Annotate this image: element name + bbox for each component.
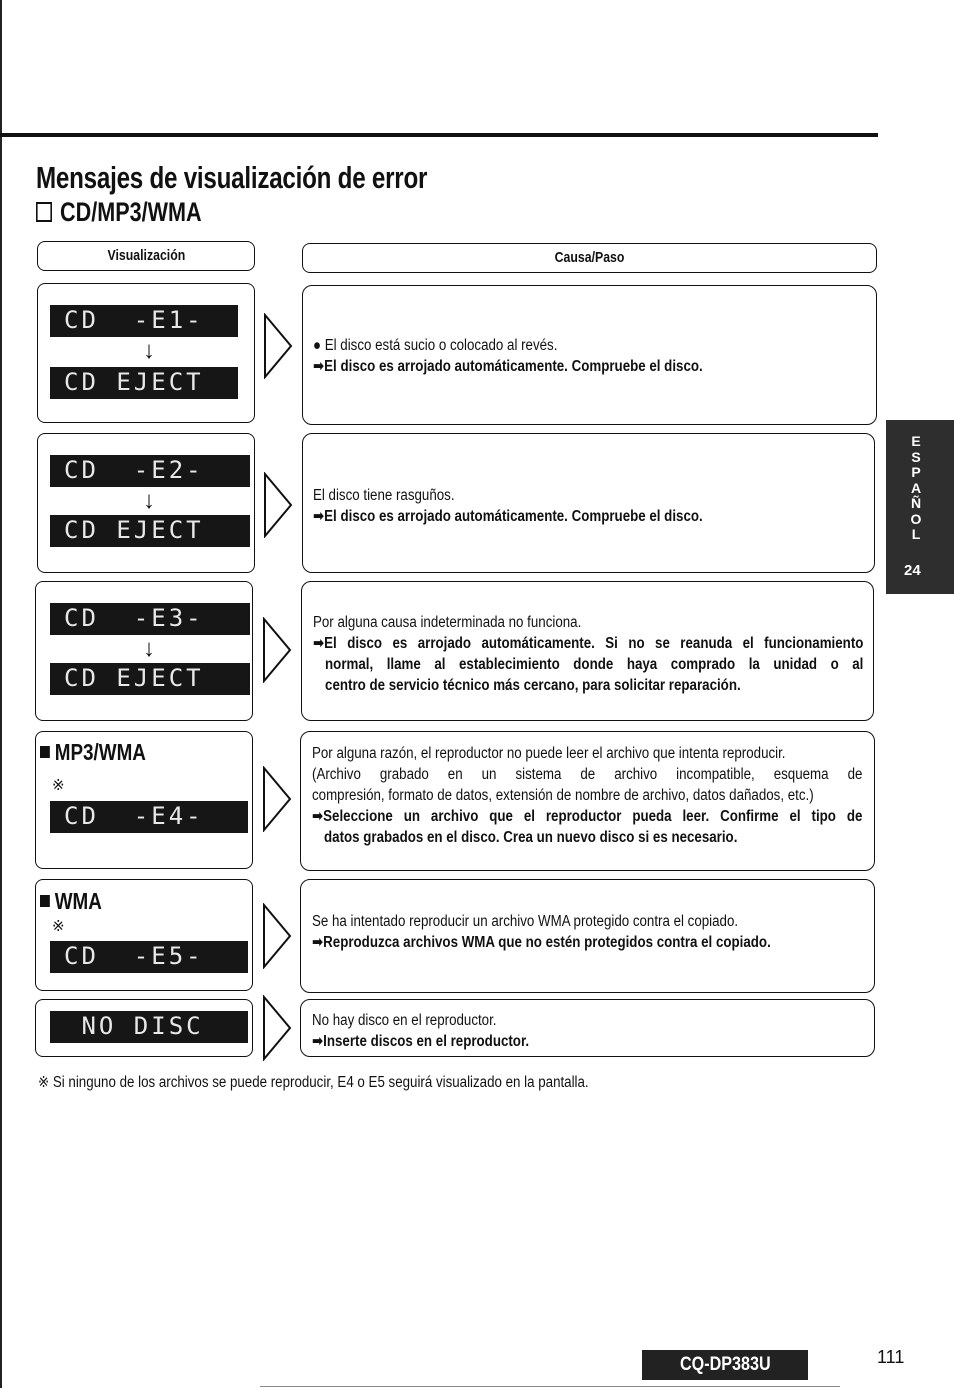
lcd-no-disc: NO DISC xyxy=(50,1011,248,1043)
right-triangle-icon xyxy=(262,903,292,969)
lcd-eject: CD EJECT xyxy=(50,663,250,695)
cause-text-e3 xyxy=(313,612,863,696)
page-number: 111 xyxy=(877,1347,905,1367)
right-triangle-icon xyxy=(262,766,292,832)
square-bullet-icon xyxy=(40,895,50,907)
section-subtitle xyxy=(36,197,202,228)
subtitle-text: CD/MP3/WMA xyxy=(60,197,202,227)
down-arrow-icon: ↓ xyxy=(143,337,155,364)
cause-text-e2 xyxy=(313,485,846,527)
cause-text-e5 xyxy=(312,911,845,953)
checkbox-square-icon xyxy=(36,202,52,222)
cause-step: ➡El disco es arrojado automáticamente. Compruebe el disco. xyxy=(313,358,703,375)
header-cause: Causa/Paso xyxy=(302,243,877,273)
cause-line: (Archivo grabado en un sistema de archivo incompatible, esquema de xyxy=(312,766,863,783)
cause-step: ➡Reproduzca archivos WMA que no estén protegidos contra el copiado. xyxy=(312,934,771,951)
cause-text-no-disc xyxy=(312,1010,845,1052)
down-arrow-icon: ↓ xyxy=(143,487,155,514)
cause-step: normal, llame al establecimiento donde haya comprado la unidad o al xyxy=(325,656,864,673)
right-triangle-icon xyxy=(262,617,292,683)
lcd-eject: CD EJECT xyxy=(50,515,250,547)
lcd-e3: CD -E3- xyxy=(50,603,250,635)
cause-line: El disco tiene rasguños. xyxy=(313,487,455,504)
left-page-edge xyxy=(0,0,2,1388)
right-triangle-icon xyxy=(263,313,293,379)
square-bullet-icon xyxy=(40,746,50,758)
header-display: Visualización xyxy=(37,241,255,271)
cause-line: Por alguna razón, el reproductor no puede leer el archivo que intenta reproducir. xyxy=(312,745,786,762)
cause-line: ● El disco está sucio o colocado al revés. xyxy=(313,337,558,354)
lcd-eject: CD EJECT xyxy=(50,367,238,399)
reference-mark: ※ xyxy=(52,777,65,794)
cause-text-e4 xyxy=(312,743,862,848)
lcd-e2: CD -E2- xyxy=(50,455,250,487)
cause-step: ➡El disco es arrojado automáticamente. Si no se reanuda el funcionamiento xyxy=(313,635,864,652)
cause-line: Se ha intentado reproducir un archivo WMA protegido contra el copiado. xyxy=(312,913,739,930)
language-tab xyxy=(886,420,954,594)
cause-text-e1 xyxy=(313,335,846,377)
top-rule xyxy=(0,133,878,137)
cause-step: datos grabados en el disco. Crea un nuevo disco si es necesario. xyxy=(324,829,738,846)
label-mp3-wma: MP3/WMA xyxy=(40,739,146,766)
cause-step: centro de servicio técnico más cercano, para solicitar reparación. xyxy=(325,677,741,694)
cause-line: Por alguna causa indeterminada no funciona. xyxy=(313,614,582,631)
lcd-e4: CD -E4- xyxy=(50,801,248,833)
bottom-rule xyxy=(260,1386,840,1387)
right-triangle-icon xyxy=(262,995,292,1061)
cause-step: ➡Seleccione un archivo que el reproductor pueda leer. Confirme el tipo de xyxy=(312,808,863,825)
language-page-number: 24 xyxy=(904,562,921,579)
cause-line: No hay disco en el reproductor. xyxy=(312,1012,497,1029)
cause-line: compresión, formato de datos, extensión de nombre de archivo, datos dañados, etc.) xyxy=(312,787,814,804)
model-badge: CQ-DP383U xyxy=(642,1350,808,1380)
down-arrow-icon: ↓ xyxy=(143,635,155,662)
footnote: ※ Si ninguno de los archivos se puede reproducir, E4 o E5 seguirá visualizado en la pantalla. xyxy=(38,1074,589,1091)
lcd-e1: CD -E1- xyxy=(50,305,238,337)
cause-step: ➡Inserte discos en el reproductor. xyxy=(312,1033,530,1050)
right-triangle-icon xyxy=(263,472,293,538)
page-title: Mensajes de visualización de error xyxy=(36,160,428,195)
language-letters: E S P A Ñ O L xyxy=(910,433,922,542)
label-wma: WMA xyxy=(40,888,102,915)
reference-mark: ※ xyxy=(52,918,65,935)
lcd-e5: CD -E5- xyxy=(50,941,248,973)
cause-step: ➡El disco es arrojado automáticamente. Compruebe el disco. xyxy=(313,508,703,525)
